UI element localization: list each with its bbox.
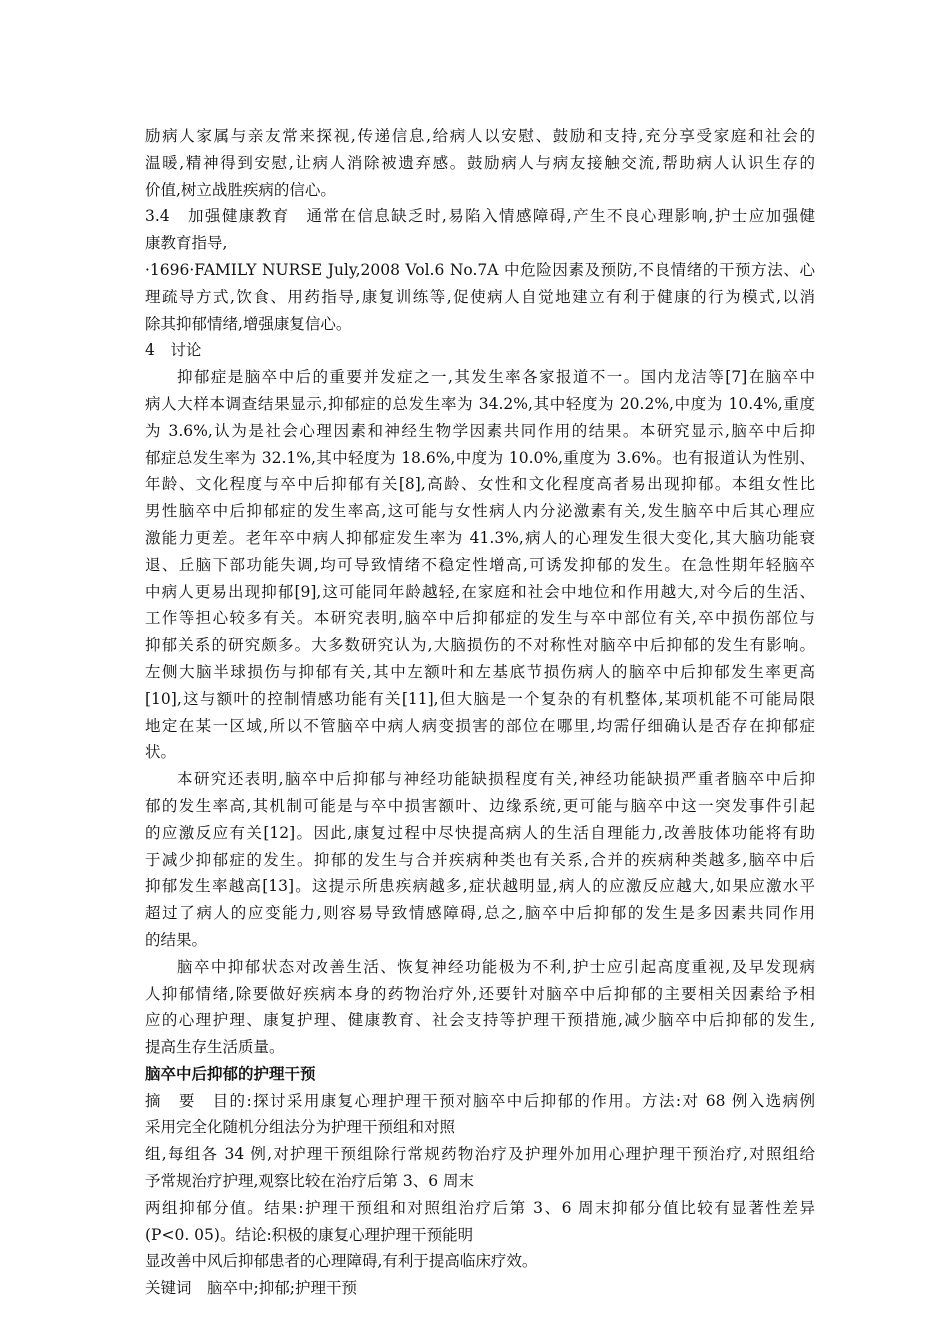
text-line: 郁的发生率高,其机制可能是与卒中损害额叶、边缘系统,更可能与脑卒中这一突发事件引起	[145, 796, 815, 815]
text-line: 予常规治疗护理,观察比较在治疗后第 3、6 周末	[145, 1172, 475, 1191]
document-page	[145, 123, 815, 1302]
text-line: 4 讨论	[145, 341, 202, 360]
text-line: 关键词 脑卒中;抑郁;护理干预	[145, 1279, 357, 1298]
text-line: 两组抑郁分值。结果:护理干预组和对照组治疗后第 3、6 周末抑郁分值比较有显著性差异	[145, 1198, 815, 1217]
text-line: [10],这与额叶的控制情感功能有关[11],但大脑是一个复杂的有机整体,某项机能不可能局限	[145, 689, 815, 708]
text-line: 地定在某一区域,所以不管脑卒中病人病变损害的部位在哪里,均需仔细确认是否存在抑郁症	[145, 716, 815, 735]
text-line: 状。	[145, 743, 177, 762]
text-line: 显改善中风后抑郁患者的心理障碍,有利于提高临床疗效。	[145, 1252, 538, 1271]
text-line: 于减少抑郁症的发生。抑郁的发生与合并疾病种类也有关系,合并的疾病种类越多,脑卒中后	[145, 850, 815, 869]
text-line: 激能力更差。老年卒中病人抑郁症发生率为 41.3%,病人的心理发生很大变化,其大脑功能衰	[145, 528, 815, 547]
text-line: 励病人家属与亲友常来探视,传递信息,给病人以安慰、鼓励和支持,充分享受家庭和社会的	[145, 127, 815, 145]
text-line: 病人大样本调查结果显示,抑郁症的总发生率为 34.2%,其中轻度为 20.2%,中度为 10.4%,重度	[145, 394, 815, 413]
text-line: 应的心理护理、康复护理、健康教育、社会支持等护理干预措施,减少脑卒中后抑郁的发生,	[145, 1011, 815, 1030]
text-line: 温暖,精神得到安慰,让病人消除被遗弃感。鼓励病人与病友接触交流,帮助病人认识生存的	[145, 153, 815, 172]
text-line: 除其抑郁情绪,增强康复信心。	[145, 314, 352, 333]
text-line: (P<0. 05)。结论:积极的康复心理护理干预能明	[145, 1225, 474, 1244]
text-line: 抑郁关系的研究颇多。大多数研究认为,大脑损伤的不对称性对脑卒中后抑郁的发生有影响。	[145, 636, 815, 655]
text-line: 人抑郁情绪,除要做好疾病本身的药物治疗外,还要针对脑卒中后抑郁的主要相关因素给予相	[145, 984, 815, 1003]
text-line: 郁症总发生率为 32.1%,其中轻度为 18.6%,中度为 10.0%,重度为 3.6%。也有报道认为性别、	[145, 448, 815, 467]
text-line: 男性脑卒中后抑郁症的发生率高,这可能与女性病人内分泌激素有关,发生脑卒中后其心理应	[145, 502, 815, 521]
text-line: 的应激反应有关[12]。因此,康复过程中尽快提高病人的生活自理能力,改善肢体功能将有助	[145, 823, 815, 842]
text-line: 本研究还表明,脑卒中后抑郁与神经功能缺损程度有关,神经功能缺损严重者脑卒中后抑	[177, 770, 815, 789]
text-line: 康教育指导,	[145, 234, 228, 253]
text-line: 为 3.6%,认为是社会心理因素和神经生物学因素共同作用的结果。本研究显示,脑卒中后抑	[145, 421, 815, 440]
text-line: 左侧大脑半球损伤与抑郁有关,其中左额叶和左基底节损伤病人的脑卒中后抑郁发生率更高	[145, 662, 815, 681]
text-line: 采用完全化随机分组法分为护理干预组和对照	[145, 1118, 456, 1137]
text-line: 脑卒中抑郁状态对改善生活、恢复神经功能极为不利,护士应引起高度重视,及早发现病	[177, 957, 815, 976]
text-line: 工作等担心较多有关。本研究表明,脑卒中后抑郁症的发生与卒中部位有关,卒中损伤部位与	[145, 609, 815, 628]
text-line: 中病人更易出现抑郁[9],这可能同年龄越轻,在家庭和社会中地位和作用越大,对今后的生活、	[145, 582, 815, 601]
text-line: 理疏导方式,饮食、用药指导,康复训练等,促使病人自觉地建立有利于健康的行为模式,以消	[145, 287, 815, 306]
text-line: 退、丘脑下部功能失调,均可导致情绪不稳定性增高,可诱发抑郁的发生。在急性期年轻脑卒	[145, 555, 815, 574]
text-line: ·1696·FAMILY NURSE July,2008 Vol.6 No.7A 中危险因素及预防,不良情绪的干预方法、心	[145, 260, 815, 279]
section-title: 脑卒中后抑郁的护理干预	[145, 1063, 316, 1083]
text-line: 价值,树立战胜疾病的信心。	[145, 180, 336, 199]
text-line: 抑郁发生率越高[13]。这提示所患疾病越多,症状越明显,病人的应激反应越大,如果应激水平	[145, 877, 815, 896]
text-line: 年龄、文化程度与卒中后抑郁有关[8],高龄、女性和文化程度高者易出现抑郁。本组女性比	[145, 475, 815, 494]
text-line: 的结果。	[145, 930, 208, 949]
text-line: 3.4 加强健康教育 通常在信息缺乏时,易陷入情感障碍,产生不良心理影响,护士应加强健	[145, 207, 815, 226]
text-line: 摘 要 目的:探讨采用康复心理护理干预对脑卒中后抑郁的作用。方法:对 68 例入选病例	[145, 1091, 815, 1110]
text-line: 抑郁症是脑卒中后的重要并发症之一,其发生率各家报道不一。国内龙洁等[7]在脑卒中	[177, 368, 815, 387]
text-line: 超过了病人的应变能力,则容易导致情感障碍,总之,脑卒中后抑郁的发生是多因素共同作用	[145, 904, 815, 923]
text-line: 组,每组各 34 例,对护理干预组除行常规药物治疗及护理外加用心理护理干预治疗,对照组给	[145, 1145, 815, 1164]
text-line: 提高生存生活质量。	[145, 1038, 285, 1057]
